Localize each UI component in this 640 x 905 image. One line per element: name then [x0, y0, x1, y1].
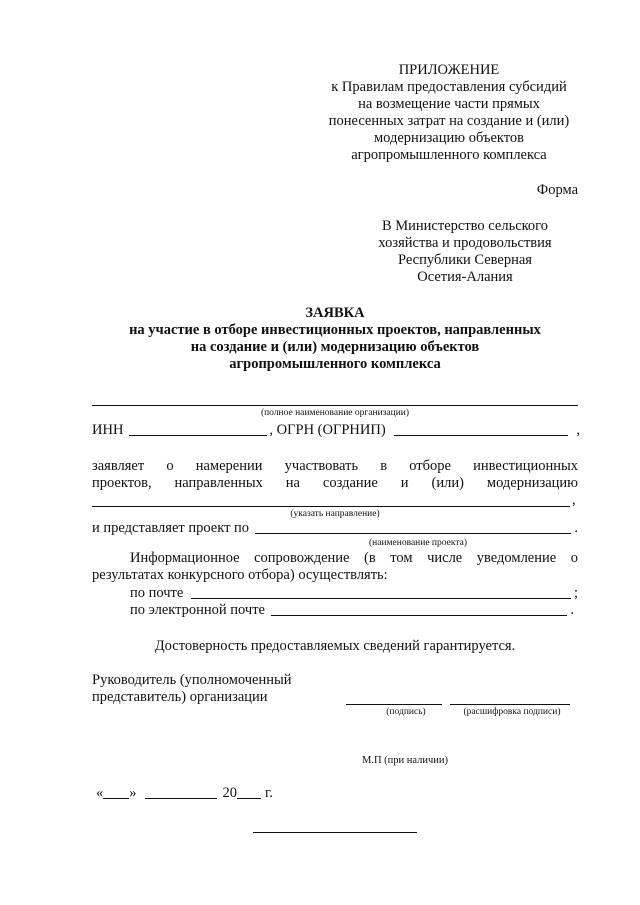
date-year-prefix: 20	[222, 785, 237, 801]
heading-line: на участие в отборе инвестиционных проектов, направленных	[129, 322, 541, 338]
date-day-field[interactable]	[103, 798, 129, 799]
form-label: Форма	[536, 182, 578, 198]
heading-title: ЗАЯВКА	[305, 305, 365, 321]
email-field[interactable]	[271, 615, 567, 616]
email-label: по электронной почте	[130, 602, 265, 618]
decoding-field[interactable]	[450, 704, 570, 705]
project-field[interactable]	[255, 533, 571, 534]
addressee-line: хозяйства и продовольствия	[378, 235, 552, 251]
addressee-line: Республики Северная	[398, 252, 532, 268]
declares-line-1: заявляет о намерении участвовать в отборе инвестиционных	[92, 458, 578, 474]
date-year-suffix: г.	[265, 785, 273, 801]
direction-comma: ,	[572, 492, 576, 508]
email-row	[130, 602, 574, 619]
date-year-field[interactable]	[237, 798, 261, 799]
stamp-note: М.П (при наличии)	[362, 755, 449, 766]
heading-line: на создание и (или) модернизацию объектов	[190, 339, 480, 355]
email-period: .	[570, 602, 574, 618]
head-line: представитель) организации	[92, 689, 268, 705]
mail-semicolon: ;	[573, 585, 578, 601]
head-label	[92, 672, 352, 706]
info-line-2: результатах конкурсного отбора) осуществлять:	[92, 567, 388, 583]
appendix-line: на возмещение части прямых	[358, 96, 540, 112]
info-line-1: Информационное сопровождение (в том числе уведомление о	[130, 550, 578, 566]
decoding-hint: (расшифровка подписи)	[463, 707, 561, 717]
signature-hint: (подпись)	[386, 707, 426, 717]
project-row	[92, 520, 578, 537]
org-name-hint: (полное наименование организации)	[260, 408, 410, 418]
signature-field[interactable]	[346, 704, 442, 705]
addressee-line: В Министерство сельского	[381, 218, 549, 234]
date-close-quote: »	[129, 785, 137, 801]
ogrn-field[interactable]	[394, 435, 569, 436]
heading-line: агропромышленного комплекса	[229, 356, 441, 372]
mail-row	[130, 585, 578, 602]
inn-label: ИНН	[92, 422, 124, 438]
ogrn-label: , ОГРН (ОГРНИП)	[269, 422, 386, 438]
addressee-line: Осетия-Алания	[417, 269, 513, 285]
inn-ogrn-row	[92, 422, 580, 439]
date-row	[96, 785, 273, 802]
head-line: Руководитель (уполномоченный	[92, 672, 292, 688]
inn-field[interactable]	[129, 435, 267, 436]
date-month-field[interactable]	[145, 798, 217, 799]
mail-field[interactable]	[191, 598, 571, 599]
appendix-title: ПРИЛОЖЕНИЕ	[398, 62, 500, 78]
reliability-statement: Достоверность предоставляемых сведений гарантируется.	[154, 638, 516, 654]
appendix-block	[318, 62, 580, 164]
ogrn-comma: ,	[576, 422, 580, 438]
presents-label: и представляет проект по	[92, 520, 250, 536]
mail-label: по почте	[130, 585, 184, 601]
bottom-rule	[253, 832, 417, 833]
addressee-block	[345, 218, 585, 286]
direction-field[interactable]	[92, 506, 570, 507]
appendix-line: понесенных затрат на создание и (или)	[328, 113, 570, 129]
declares-line-2: проектов, направленных на создание и (или) модернизацию	[92, 475, 578, 491]
project-hint: (наименование проекта)	[368, 538, 467, 548]
appendix-line: модернизацию объектов	[373, 130, 525, 146]
direction-hint: (указать направление)	[290, 509, 380, 519]
appendix-line: к Правилам предоставления субсидий	[331, 79, 567, 95]
org-name-field[interactable]	[92, 405, 578, 406]
appendix-line: агропромышленного комплекса	[351, 147, 547, 163]
date-open-quote: «	[96, 785, 104, 801]
application-heading	[70, 305, 600, 373]
project-period: .	[574, 520, 578, 536]
